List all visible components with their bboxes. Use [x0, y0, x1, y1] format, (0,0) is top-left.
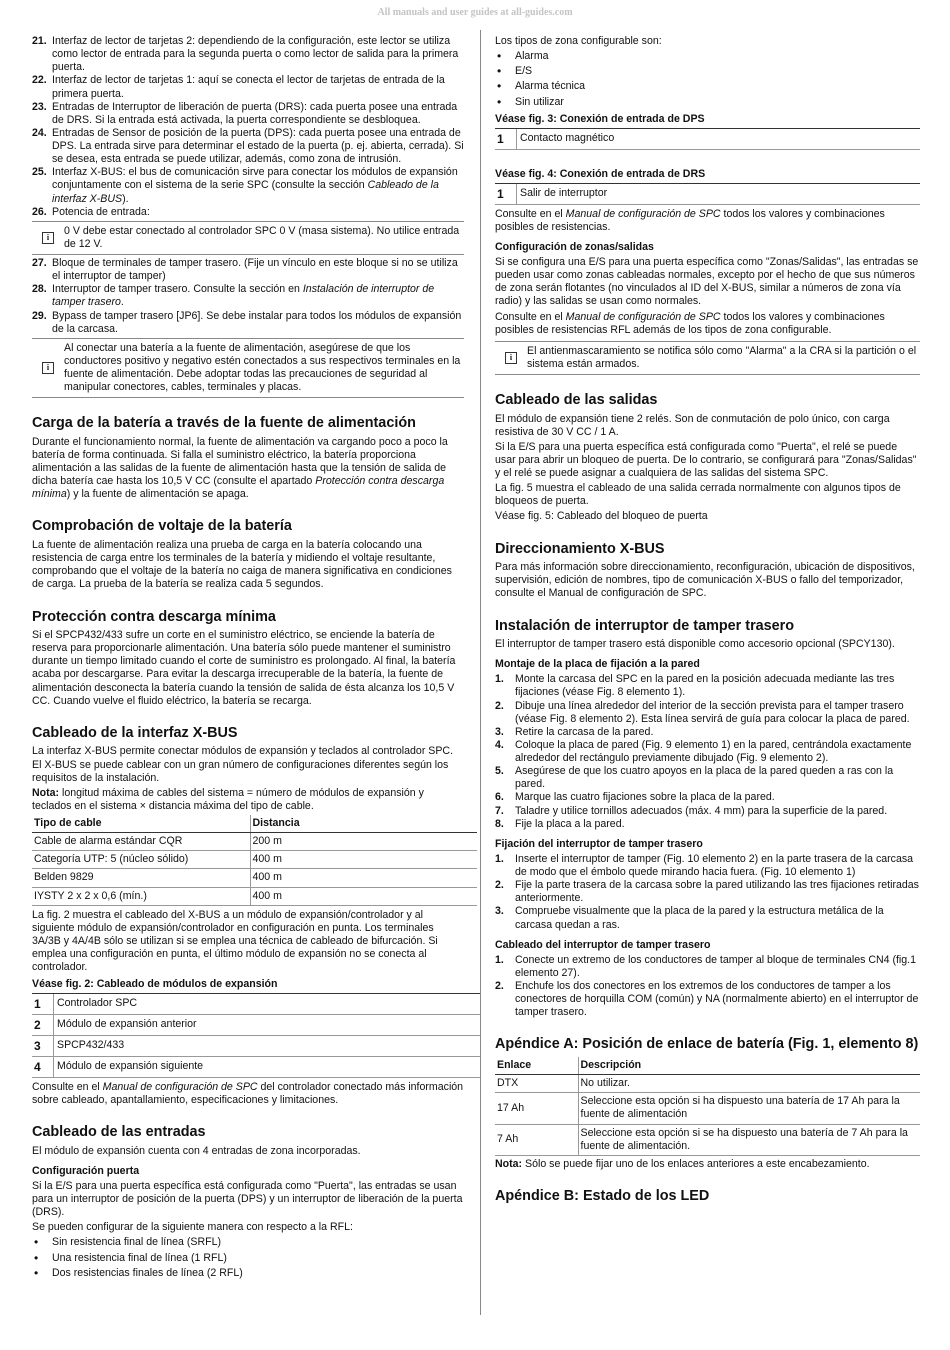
list-item: 1. Conecte un extremo de los conductores de tamper al bloque de terminales CN4 (fig.1 elemento 27).	[495, 953, 917, 979]
list-item: 23. Entradas de Interruptor de liberación de puerta (DRS): cada puerta posee una entrada de DRS. Si la entrada está activada, la puerta correspondiente se desbloquea.	[32, 100, 458, 126]
list-item: 25. Interfaz X-BUS: el bus de comunicación sirve para conectar los módulos de expansión conjuntamente con el sistema de la serie SPC (consulte la sección Cableado de la interfaz X-BUS).	[32, 166, 458, 205]
right-column	[495, 35, 920, 1208]
list-item: 29. Bypass de tamper trasero [JP6]. Se debe instalar para todos los módulos de expansión de la carcasa.	[32, 309, 462, 335]
bullet-icon: •	[497, 79, 502, 94]
cross-reference: Instalación de interruptor de tamper trasero	[52, 283, 435, 309]
list-item: 5. Asegúrese de que los cuatro apoyos en la placa de la pared queden a ras con la pared.	[495, 765, 894, 791]
table-row: IYSTY 2 x 2 x 0,6 (mín.) 400 m	[32, 887, 477, 905]
paragraph: El módulo de expansión cuenta con 4 entradas de zona incorporadas.	[32, 1144, 361, 1157]
info-icon: i	[505, 352, 517, 364]
legend-row: 2 Módulo de expansión anterior	[32, 1015, 480, 1036]
section-heading: Apéndice A: Posición de enlace de batería (Fig. 1, elemento 8)	[495, 1036, 919, 1053]
list-item: 22. Interfaz de lector de tarjetas 1: aquí se conecta el lector de tarjetas de entrada de la primera puerta.	[32, 74, 445, 100]
table-row: DTX No utilizar.	[495, 1075, 920, 1093]
list-item: 1. Monte la carcasa del SPC en la pared en la posición adecuada mediante las tres fijaciones (véase Fig. 8 elemento 1).	[495, 673, 895, 699]
battery-link-table	[495, 1057, 920, 1156]
paragraph: La interfaz X-BUS permite conectar módulos de expansión y teclados al controlador SPC. El X-BUS se puede cablear con un gran número de configuraciones diferentes según los requisitos de la instalación.	[32, 745, 454, 784]
list-item: 27. Bloque de terminales de tamper trasero. (Fije un vínculo en este bloque si no se utiliza el interruptor de tamper)	[32, 257, 458, 283]
info-note: i 0 V debe estar conectado al controlador SPC 0 V (masa sistema). No utilice entrada de 12 V.	[32, 221, 464, 255]
list-item: • Una resistencia final de línea (1 RFL)	[34, 1250, 227, 1265]
list-item: • Alarma	[497, 49, 549, 64]
paragraph: El interruptor de tamper trasero está disponible como accesorio opcional (SPCY130).	[495, 638, 895, 651]
bullet-list	[32, 1236, 464, 1279]
bullet-icon: •	[497, 64, 502, 79]
list-item: 4. Coloque la placa de pared (Fig. 9 elemento 1) en la pared, centrándola exactamente alrededor del rectángulo previamente dibujado (Fig. 9 elemento 2).	[495, 738, 912, 765]
legend-row: 1 Contacto magnético	[495, 129, 920, 150]
list-item: • Sin resistencia final de línea (SRFL)	[34, 1235, 221, 1250]
info-icon: i	[42, 232, 54, 244]
cable-table	[32, 815, 477, 906]
numbered-list	[495, 954, 920, 1020]
bullet-icon: •	[34, 1235, 39, 1250]
paragraph: La fig. 2 muestra el cableado del X-BUS a un módulo de expansión/controlador y al siguiente módulo de expansión/controlador en configuración en punta. Los terminales 3A/3B y 4A/4B sólo se utilizan si se emplea una técnica de cableado de bifurcación. Si emplea una configuración en punta, el último módulo de expansión no se conecta al controlador.	[32, 908, 438, 974]
table-row: Categoría UTP: 5 (núcleo sólido) 400 m	[32, 851, 477, 869]
section-heading: Apéndice B: Estado de los LED	[495, 1187, 710, 1204]
info-note: i Al conectar una batería a la fuente de alimentación, asegúrese de que los conductores positivo y negativo estén conectados a sus respectivos terminales en la fuente de alimentación. Debe adoptar todas las precauciones de seguridad al manipular conectores, cables, terminales y placas.	[32, 338, 464, 399]
numbered-list	[32, 35, 464, 219]
list-item: 21. Interfaz de lector de tarjetas 2: dependiendo de la configuración, este lector se utiliza como lector de entrada para la segunda puerta o como lector de salida para la primera puerta.	[32, 35, 459, 74]
list-item: 3. Retire la carcasa de la pared.	[495, 725, 654, 738]
list-item: • E/S	[497, 64, 533, 79]
info-icon: i	[42, 362, 54, 374]
section-heading: Comprobación de voltaje de la batería	[32, 518, 292, 535]
paragraph: Consulte en el Manual de configuración de SPC todos los valores y combinaciones posibles de resistencias.	[495, 207, 885, 233]
list-item: 2. Fije la parte trasera de la carcasa sobre la pared utilizando las tres fijaciones retiradas anteriormente.	[495, 879, 919, 905]
section-heading: Direccionamiento X-BUS	[495, 540, 665, 557]
list-item: • Sin utilizar	[497, 94, 564, 109]
column-divider	[480, 30, 481, 1315]
list-item: 28. Interruptor de tamper trasero. Consulte la sección en Instalación de interruptor de tamper trasero.	[32, 283, 435, 309]
bullet-icon: •	[497, 94, 502, 109]
list-item: 7. Taladre y utilice tornillos adecuados (máx. 4 mm) para la superficie de la pared.	[495, 804, 888, 817]
paragraph: Se pueden configurar de la siguiente manera con respecto a la RFL:	[32, 1221, 353, 1234]
list-item: 8. Fije la placa a la pared.	[495, 817, 625, 830]
paragraph: Si el SPCP432/433 sufre un corte en el suministro eléctrico, se enciende la batería de reserva para proporcionarle alimentación. Una batería sólo puede mantener el suministro durante un tiempo limitado cuando el corte de suministro es prolongado. Al final, la batería acaba por descargarse. Para evitar la descarga irrecuperable de la batería, la fuente de alimentación desconecta la batería cuando la tensión de salida de ésta alcanza los 10,5 V CC. Cuando vuelve el fluido eléctrico, la batería se recarga.	[32, 629, 456, 707]
subheading: Fijación del interruptor de tamper trasero	[495, 837, 703, 850]
paragraph: El módulo de expansión tiene 2 relés. Son de conmutación de polo único, con carga resistiva de 30 V CC / 1 A.	[495, 412, 890, 438]
watermark: All manuals and user guides at all-guides.com	[377, 7, 573, 18]
list-item: • Dos resistencias finales de línea (2 RFL)	[34, 1265, 243, 1280]
paragraph: Consulte en el Manual de configuración de SPC del controlador conectado más información sobre cableado, apantallamiento, especificaciones y limitaciones.	[32, 1080, 464, 1106]
cross-reference: Cableado de la interfaz X-BUS	[52, 179, 439, 205]
table-header-row: Enlace Descripción	[495, 1057, 920, 1075]
list-item: 2. Dibuje una línea alrededor del interior de la sección prevista para el tamper trasero (véase Fig. 8 elemento 2). Esta línea servirá de guía para colocar la placa de pared.	[495, 699, 910, 725]
paragraph: Consulte en el Manual de configuración de SPC todos los valores y combinaciones posibles de resistencias RFL además de los tipos de zona configurable.	[495, 310, 885, 336]
table-row: 17 Ah Seleccione esta opción si ha dispuesto una batería de 17 Ah para la fuente de alimentación	[495, 1093, 920, 1124]
list-item: 2. Enchufe los dos conectores en los extremos de los conductores de tamper a los conectores de horquilla COM (común) y NA (normalmente abierto) en el interruptor de tamper trasero.	[495, 980, 919, 1019]
section-heading: Cableado de las entradas	[32, 1124, 206, 1141]
legend-row: 1 Controlador SPC	[32, 994, 480, 1015]
section-heading: Instalación de interruptor de tamper trasero	[495, 617, 795, 634]
subheading: Montaje de la placa de fijación a la pared	[495, 658, 700, 671]
numbered-list	[495, 673, 920, 831]
list-item: • Alarma técnica	[497, 79, 586, 94]
paragraph: Si la E/S para una puerta específica está configurada como "Puerta", el relé se puede usar para abrir un bloqueo de puerta. De lo contrario, se configurará para "Zonas/Salidas" y el relé se puede asignar a cualquiera de las salidas del sistema SPC.	[495, 440, 917, 480]
figure-legend: Véase fig. 4: Conexión de entrada de DRS 1 Salir de interruptor	[495, 166, 920, 205]
bullet-icon: •	[34, 1265, 39, 1280]
left-column	[32, 35, 464, 1282]
list-item: 26. Potencia de entrada:	[32, 205, 150, 218]
paragraph: La fig. 5 muestra el cableado de una salida cerrada normalmente con algunos tipos de bloqueos de puerta.	[495, 482, 901, 508]
info-note: i El antienmascaramiento se notifica sólo como "Alarma" a la CRA si la partición o el sistema están armados.	[495, 341, 920, 375]
figure-legend: Véase fig. 3: Conexión de entrada de DPS 1 Contacto magnético	[495, 111, 920, 150]
bullet-list	[495, 50, 920, 109]
legend-row: 1 Salir de interruptor	[495, 184, 920, 205]
paragraph: Para más información sobre direccionamiento, reconfiguración, ubicación de dispositivos, supervisión, edición de nombres, tipo de comunicación X-BUS o fallo del temporizador, consulte el Manual de configuración de SPC.	[495, 561, 915, 600]
note-paragraph: Nota: longitud máxima de cables del sistema = número de módulos de expansión y teclados en el sistema × distancia máxima del tipo de cable.	[32, 786, 424, 812]
table-row: Belden 9829 400 m	[32, 869, 477, 887]
legend-row: 3 SPCP432/433	[32, 1036, 480, 1057]
paragraph: Si se configura una E/S para una puerta específica como "Zonas/Salidas", las entradas se pueden usar como zonas cableadas normales, excepto por el hecho de que sus números de zona serán flotantes (no vinculados al ID del X-BUS, similar a números de zona vía radio) y las salidas se usan como normales.	[495, 256, 919, 308]
list-item: 24. Entradas de Sensor de posición de la puerta (DPS): cada puerta posee una entrada de DPS. La entrada sirve para determinar el estado de la puerta (p. ej. abierta, cerrada). Si se desea, esta entrada se puede utilizar, además, como zona de intrusión.	[32, 126, 464, 166]
note-paragraph: Nota: Sólo se puede fijar uno de los enlaces anteriores a este encabezamiento.	[495, 1157, 870, 1170]
paragraph: Si la E/S para una puerta específica está configurada como "Puerta", las entradas se usan para un interruptor de posición de la puerta (DPS) y un interruptor de liberación de la puerta (DRS).	[32, 1179, 463, 1219]
table-header-row: Tipo de cable Distancia	[32, 815, 477, 833]
section-heading: Cableado de las salidas	[495, 392, 658, 408]
paragraph: Durante el funcionamiento normal, la fuente de alimentación va cargando poco a poco la batería de forma continuada. Si falla el suministro eléctrico, la batería proporciona alimentación a las salidas de la fuente de alimentación hasta que la tensión de salida de dicha batería cae hasta los 10,5 V CC (consulte el apartado Protección contra descarga mínima) y la fuente de alimentación se apaga.	[32, 435, 448, 501]
list-item: 3. Compruebe visualmente que la placa de la pared y la estructura metálica de la carcasa quedan a ras.	[495, 905, 884, 931]
section-heading: Carga de la batería a través de la fuente de alimentación	[32, 415, 416, 432]
list-item: 6. Marque las cuatro fijaciones sobre la placa de la pared.	[495, 791, 775, 804]
list-item: 1. Inserte el interruptor de tamper (Fig. 10 elemento 2) en la parte trasera de la carcasa de modo que el émbolo quede mirando hacia fuera. (Fig. 10 elemento 1)	[495, 852, 914, 879]
numbered-list	[495, 853, 920, 932]
section-heading: Cableado de la interfaz X-BUS	[32, 724, 238, 741]
table-row: 7 Ah Seleccione esta opción si se ha dispuesto una batería de 7 Ah para la fuente de alimentación.	[495, 1124, 920, 1155]
bullet-icon: •	[34, 1250, 39, 1265]
subheading: Configuración de zonas/salidas	[495, 240, 654, 253]
section-heading: Protección contra descarga mínima	[32, 608, 276, 625]
legend-row: 4 Módulo de expansión siguiente	[32, 1057, 480, 1078]
bullet-icon: •	[497, 49, 502, 64]
subheading: Configuración puerta	[32, 1164, 140, 1177]
subheading: Cableado del interruptor de tamper trasero	[495, 938, 711, 951]
table-row: Cable de alarma estándar CQR 200 m	[32, 833, 477, 851]
paragraph: La fuente de alimentación realiza una prueba de carga en la batería colocando una resistencia de carga entre los terminales de la batería y midiendo el voltaje resultante, comprobando que el voltaje de la batería no caiga de manera significativa en condiciones de carga. La prueba de la batería se realiza cada 5 segundos.	[32, 539, 452, 591]
paragraph: Los tipos de zona configurable son:	[495, 35, 662, 47]
paragraph: Véase fig. 5: Cableado del bloqueo de puerta	[495, 510, 708, 523]
figure-legend: Véase fig. 2: Cableado de módulos de expansión 1 Controlador SPC 2 Módulo de expansión anterior 3 SPCP432/433 4 Módulo de expansión siguiente	[32, 976, 480, 1078]
